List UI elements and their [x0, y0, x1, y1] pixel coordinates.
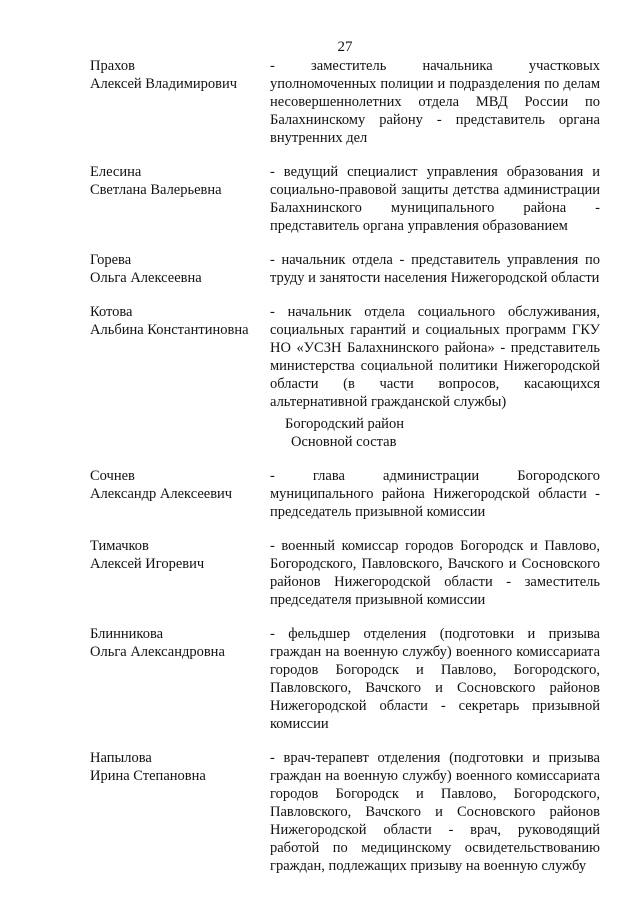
member-name [90, 537, 270, 609]
member-entry [90, 467, 600, 521]
member-role: - врач-терапевт отделения (подготовки и призыва граждан на военную службу) военного комиссариата городов Богородск и Павлово, Богородского, Павловского, Вачского и Сосновского районов Нижегородской области - врач, руководящий работой по медицинскому освидетельствованию граждан, подлежащих призыву на военную службу [270, 750, 600, 874]
member-role: - начальник отдела - представитель управления по труду и занятости населения Нижегородской области [270, 252, 600, 286]
member-surname: Блинникова [90, 626, 164, 642]
member-given-names: Ольга Александровна [90, 644, 225, 660]
member-given-names: Светлана Валерьевна [90, 182, 222, 198]
member-role: - заместитель начальника участковых уполномоченных полиции и подразделения по делам несовершеннолетних отдела МВД России по Балахнинскому району - представитель органа внутренних дел [270, 58, 600, 146]
member-name [90, 749, 270, 875]
member-surname: Елесина [90, 164, 142, 180]
member-entry [90, 57, 600, 147]
member-surname: Горева [90, 252, 132, 268]
member-name [90, 57, 270, 147]
member-name [90, 251, 270, 287]
member-name [90, 303, 270, 411]
member-entry [90, 749, 600, 875]
member-surname: Тимачков [90, 538, 149, 554]
member-role: - военный комиссар городов Богородск и Павлово, Богородского, Павловского, Вачского и Сосновского районов Нижегородской области - заместитель председателя призывной комиссии [270, 538, 600, 608]
member-surname: Котова [90, 304, 133, 320]
page-number: 27 [337, 39, 353, 55]
member-given-names: Ольга Алексеевна [90, 270, 202, 286]
member-entry [90, 251, 600, 287]
commission-members-list [90, 57, 600, 875]
member-name [90, 625, 270, 733]
member-role: - фельдшер отделения (подготовки и призыва граждан на военную службу) военного комиссариата городов Богородск и Павлово, Богородского, Павловского, Вачского и Сосновского районов Нижегородской области - секретарь призывной комиссии [270, 626, 600, 732]
member-entry [90, 625, 600, 733]
member-role: - ведущий специалист управления образования и социально-правовой защиты детства администрации Балахнинского муниципального района - представитель органа управления образованием [270, 164, 600, 234]
member-name [90, 163, 270, 235]
member-role: - глава администрации Богородского муниципального района Нижегородской области - председатель призывной комиссии [270, 468, 600, 520]
member-entry [90, 163, 600, 235]
member-given-names: Алексей Владимирович [90, 76, 238, 92]
member-given-names: Ирина Степановна [90, 768, 206, 784]
member-surname: Сочнев [90, 468, 135, 484]
district-heading: Богородский район [285, 416, 404, 432]
member-given-names: Алексей Игоревич [90, 556, 205, 572]
member-name [90, 467, 270, 521]
member-entry [90, 537, 600, 609]
member-role: - начальник отдела социального обслуживания, социальных гарантий и социальных программ ГКУ НО «УСЗН Балахнинского района» - представитель министерства социальной политики Нижегородской области (в части вопросов, касающихся альтернативной гражданской службы) [270, 304, 600, 410]
member-surname: Напылова [90, 750, 152, 766]
member-given-names: Альбина Константиновна [90, 322, 249, 338]
member-given-names: Александр Алексеевич [90, 486, 233, 502]
member-entry [90, 303, 600, 411]
member-surname: Прахов [90, 58, 135, 74]
composition-heading: Основной состав [291, 434, 397, 450]
